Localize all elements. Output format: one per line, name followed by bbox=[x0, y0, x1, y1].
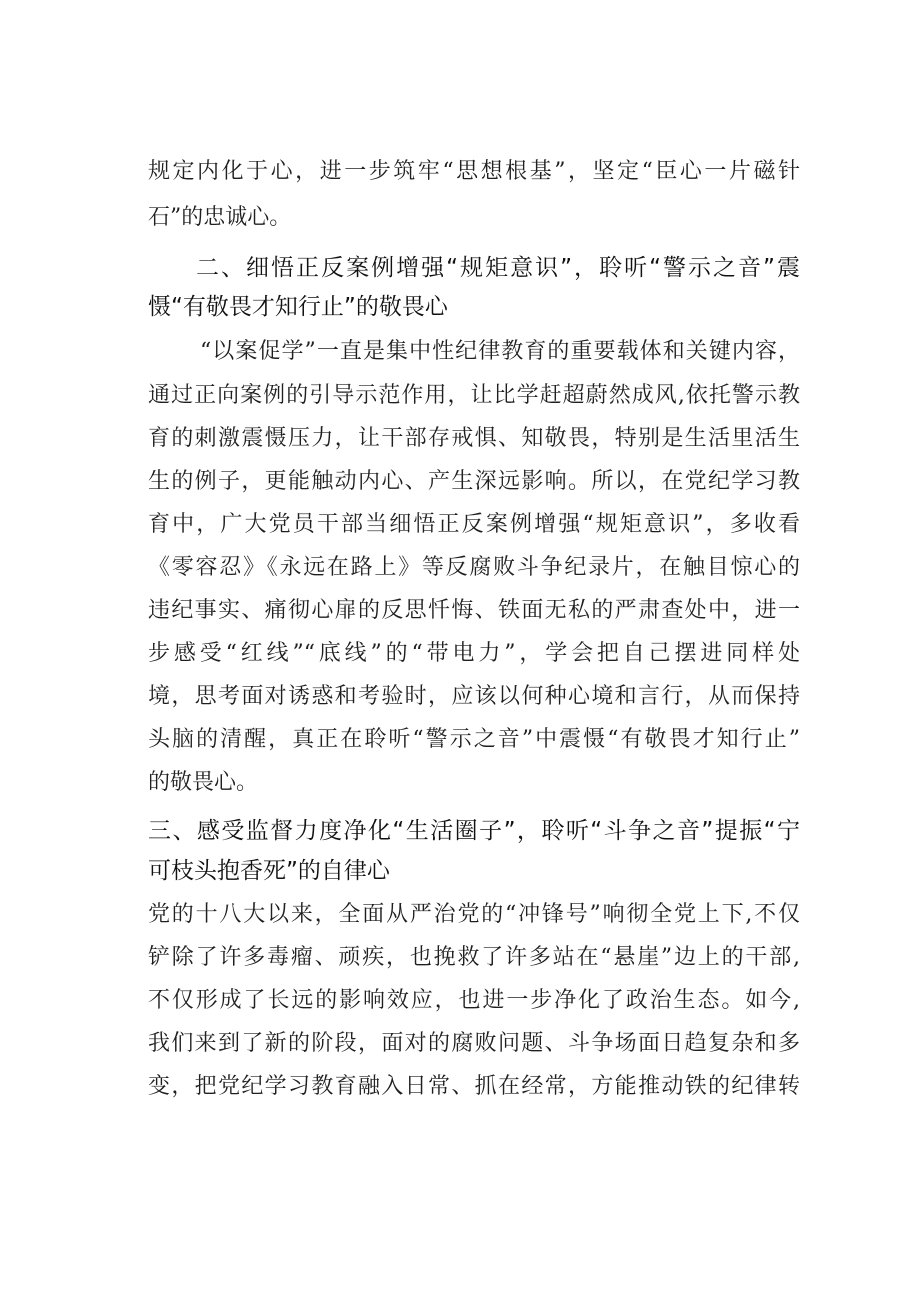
section-heading: 可枝头抱香死”的自律心 bbox=[148, 858, 390, 884]
section-heading: 三、感受监督力度净化“生活圈子”，聆听“斗争之音”提振“宁 bbox=[148, 818, 800, 844]
body-text-line: 的敬畏心。 bbox=[148, 770, 259, 795]
body-text-line: 育中，广大党员干部当细悟正反案例增强“规矩意识”，多收看 bbox=[148, 512, 800, 537]
body-text-line: 党的十八大以来，全面从严治党的“冲锋号”响彻全党上下,不仅 bbox=[148, 902, 800, 927]
body-text-line: 通过正向案例的引导示范作用，让比学赶超蔚然成风,依托警示教 bbox=[148, 383, 800, 408]
body-text-line: 生的例子，更能触动内心、产生深远影响。所以，在党纪学习教 bbox=[148, 469, 800, 494]
section-heading: 二、细悟正反案例增强“规矩意识”，聆听“警示之音”震 bbox=[196, 255, 800, 281]
body-text-line: 变，把党纪学习教育融入日常、抓在经常，方能推动铁的纪律转 bbox=[148, 1074, 800, 1099]
section-heading: 慑“有敬畏才知行止”的敬畏心 bbox=[148, 294, 448, 320]
body-text-line: 铲除了许多毒瘤、顽疾，也挽救了许多站在“悬崖”边上的干部, bbox=[148, 945, 800, 970]
body-text-line: 育的刺激震慑压力，让干部存戒惧、知敬畏，特别是生活里活生 bbox=[148, 426, 800, 451]
body-text-line: 《零容忍》《永远在路上》等反腐败斗争纪录片，在触目惊心的 bbox=[148, 555, 800, 580]
body-text-line: 步感受“红线”“底线”的“带电力”，学会把自己摆进同样处 bbox=[148, 641, 800, 666]
body-text-line: 头脑的清醒，真正在聆听“警示之音”中震慑“有敬畏才知行止” bbox=[148, 727, 800, 752]
body-text-line: 违纪事实、痛彻心扉的反思忏悔、铁面无私的严肃查处中，进一 bbox=[148, 598, 800, 623]
body-text-line: 规定内化于心，进一步筑牢“思想根基”，坚定“臣心一片磁针 bbox=[148, 159, 800, 184]
body-text-line: 不仅形成了长远的影响效应，也进一步净化了政治生态。如今, bbox=[148, 988, 800, 1013]
body-text-line: 我们来到了新的阶段，面对的腐败问题、斗争场面日趋复杂和多 bbox=[148, 1031, 800, 1056]
body-text-line: 境，思考面对诱惑和考验时，应该以何种心境和言行，从而保持 bbox=[148, 684, 800, 709]
body-text-line: 石”的忠诚心。 bbox=[148, 205, 292, 230]
body-text-line: “以案促学”一直是集中性纪律教育的重要载体和关键内容， bbox=[200, 339, 800, 364]
